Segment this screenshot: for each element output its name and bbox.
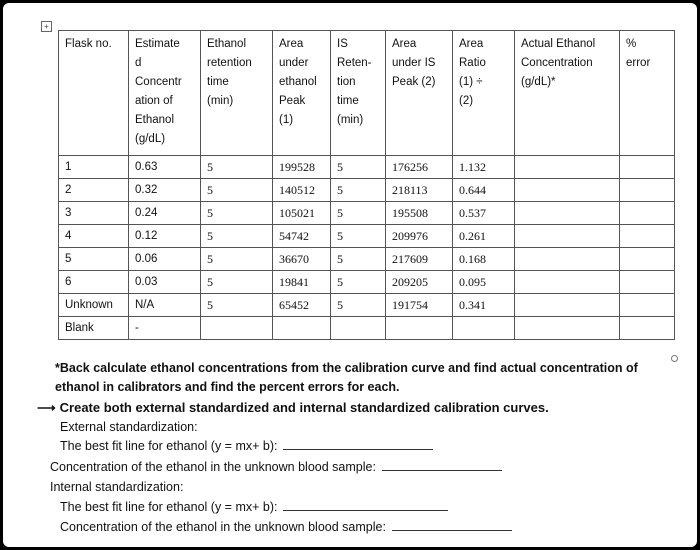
table-cell[interactable]: 5 [201, 294, 273, 317]
table-cell[interactable]: 0.12 [129, 225, 201, 248]
internal-heading: Internal standardization: [50, 480, 184, 494]
table-cell[interactable]: 199528 [273, 156, 331, 179]
table-cell[interactable] [453, 317, 515, 340]
table-row [59, 271, 675, 294]
column-header [453, 31, 515, 156]
table-cell[interactable] [515, 271, 620, 294]
external-conc-blank[interactable] [382, 469, 502, 471]
table-cell[interactable] [515, 156, 620, 179]
table-cell[interactable]: 0.168 [453, 248, 515, 271]
internal-fit-label: The best fit line for ethanol (y = mx+ b): [60, 500, 278, 514]
table-row [59, 248, 675, 271]
table-cell[interactable]: 0.341 [453, 294, 515, 317]
table-cell[interactable]: 217609 [386, 248, 453, 271]
table-cell[interactable]: 0.537 [453, 202, 515, 225]
note-back-calc-line2: ethanol in calibrators and find the percent errors for each. [55, 380, 400, 394]
table-row [59, 202, 675, 225]
internal-fit-line [60, 500, 448, 514]
table-cell[interactable] [201, 317, 273, 340]
column-header-line: retention [207, 57, 252, 69]
internal-fit-blank[interactable] [283, 509, 448, 511]
external-heading: External standardization: [60, 420, 198, 434]
table-cell[interactable] [620, 225, 675, 248]
table-cell[interactable]: 0.095 [453, 271, 515, 294]
table-cell[interactable]: 209976 [386, 225, 453, 248]
table-cell[interactable]: 0.32 [129, 179, 201, 202]
table-row [59, 294, 675, 317]
table-cell[interactable]: 19841 [273, 271, 331, 294]
internal-conc-blank[interactable] [392, 529, 512, 531]
table-cell[interactable]: 5 [331, 271, 386, 294]
arrow-right-icon: ⟶ [37, 400, 56, 415]
table-cell[interactable]: 0.644 [453, 179, 515, 202]
table-cell[interactable]: 54742 [273, 225, 331, 248]
table-body [59, 156, 675, 340]
table-cell[interactable]: 5 [331, 294, 386, 317]
table-cell[interactable]: 5 [331, 202, 386, 225]
table-cell[interactable]: 0.24 [129, 202, 201, 225]
column-header-line: (min) [337, 114, 364, 126]
column-header-line: Concentration [521, 57, 593, 69]
external-fit-label: The best fit line for ethanol (y = mx+ b): [60, 439, 278, 453]
internal-conc-label: Concentration of the ethanol in the unknown blood sample: [60, 520, 386, 534]
note-back-calc-line1: *Back calculate ethanol concentrations from the calibration curve and find actual concentration of [55, 361, 638, 375]
column-header-line: (min) [207, 95, 234, 107]
column-header-line: Peak [279, 95, 306, 107]
table-cell[interactable]: 1 [59, 156, 129, 179]
table-cell[interactable]: 5 [331, 225, 386, 248]
external-fit-line [60, 439, 433, 453]
table-cell[interactable]: 5 [201, 248, 273, 271]
table-cell[interactable]: 0.63 [129, 156, 201, 179]
table-cell[interactable]: 218113 [386, 179, 453, 202]
column-header-line: Reten- [337, 57, 372, 69]
column-header [201, 31, 273, 156]
table-cell[interactable]: 6 [59, 271, 129, 294]
table-cell[interactable]: 4 [59, 225, 129, 248]
column-header-line: (1) [279, 114, 294, 126]
column-header-line: Area [392, 38, 417, 50]
table-cell[interactable]: 36670 [273, 248, 331, 271]
table-cell[interactable]: 176256 [386, 156, 453, 179]
table-cell[interactable]: 105021 [273, 202, 331, 225]
column-header-line: IS [337, 38, 348, 50]
internal-conc-line [60, 520, 512, 534]
column-header [331, 31, 386, 156]
column-header-line: Area [459, 38, 484, 50]
note-create-curves [37, 400, 549, 416]
table-cell[interactable]: Blank [59, 317, 129, 340]
table-row [59, 317, 675, 340]
table-cell[interactable]: 209205 [386, 271, 453, 294]
external-conc-label: Concentration of the ethanol in the unknown blood sample: [50, 460, 376, 474]
table-cell[interactable]: 5 [201, 179, 273, 202]
table-cell[interactable]: 195508 [386, 202, 453, 225]
column-header-line: % [626, 38, 637, 50]
table-row [59, 225, 675, 248]
table-cell[interactable]: 5 [201, 202, 273, 225]
column-header-line: ethanol [279, 76, 317, 88]
column-header [59, 31, 129, 156]
column-header-line: Estimate [135, 38, 180, 50]
table-cell[interactable] [620, 248, 675, 271]
table-cell[interactable] [515, 248, 620, 271]
table-cell[interactable]: 191754 [386, 294, 453, 317]
table-cell[interactable] [515, 202, 620, 225]
table-cell[interactable]: 5 [201, 156, 273, 179]
table-move-handle-icon[interactable]: + [41, 21, 52, 32]
column-header-line: Flask no. [65, 38, 112, 50]
table-cell[interactable]: 2 [59, 179, 129, 202]
column-header-line: Area [279, 38, 304, 50]
table-cell[interactable] [620, 271, 675, 294]
column-header-line: tion [337, 76, 356, 88]
table-header-row [59, 31, 675, 156]
resize-handle-icon[interactable] [671, 355, 678, 362]
column-header-line: time [337, 95, 359, 107]
table-cell[interactable]: 5 [201, 271, 273, 294]
column-header-line: (g/dL)* [521, 76, 556, 88]
table-cell[interactable]: N/A [129, 294, 201, 317]
column-header-line: (2) [459, 95, 474, 107]
table-cell[interactable]: 5 [201, 225, 273, 248]
table-cell[interactable]: - [129, 317, 201, 340]
table-cell[interactable] [515, 225, 620, 248]
table-cell[interactable] [620, 317, 675, 340]
column-header-line: (1) ÷ [459, 76, 483, 88]
column-header [129, 31, 201, 156]
table-row [59, 179, 675, 202]
table-cell[interactable]: 1.132 [453, 156, 515, 179]
table-cell[interactable]: 5 [59, 248, 129, 271]
external-conc-line [50, 460, 502, 474]
table-cell[interactable] [515, 317, 620, 340]
external-fit-blank[interactable] [283, 448, 433, 450]
table-cell[interactable]: 140512 [273, 179, 331, 202]
column-header-line: Actual Ethanol [521, 38, 596, 50]
table-cell[interactable]: 0.03 [129, 271, 201, 294]
column-header-line: (g/dL) [135, 133, 166, 145]
table-cell[interactable] [386, 317, 453, 340]
table-cell[interactable]: 3 [59, 202, 129, 225]
column-header-line: under IS [392, 57, 436, 69]
column-header-line: time [207, 76, 229, 88]
column-header-line: ation of [135, 95, 173, 107]
table-cell[interactable]: 5 [331, 248, 386, 271]
column-header-line: under [279, 57, 309, 69]
column-header-line: d [135, 57, 142, 69]
table-cell[interactable]: 65452 [273, 294, 331, 317]
table-cell[interactable] [620, 294, 675, 317]
table-cell[interactable] [620, 202, 675, 225]
column-header [620, 31, 675, 156]
column-header [386, 31, 453, 156]
table-cell[interactable] [273, 317, 331, 340]
create-text: Create both external standardized and internal standardized calibration curves. [59, 400, 549, 415]
column-header-line: Peak (2) [392, 76, 436, 88]
column-header [273, 31, 331, 156]
table-cell[interactable] [515, 179, 620, 202]
calibration-table [58, 30, 675, 340]
column-header-line: Ratio [459, 57, 486, 69]
column-header [515, 31, 620, 156]
table-cell[interactable]: 5 [331, 179, 386, 202]
table-row [59, 156, 675, 179]
table-cell[interactable]: 5 [331, 156, 386, 179]
column-header-line: Ethanol [207, 38, 247, 50]
table-cell[interactable]: Unknown [59, 294, 129, 317]
table-cell[interactable] [620, 156, 675, 179]
table-cell[interactable] [620, 179, 675, 202]
column-header-line: Concentr [135, 76, 182, 88]
column-header-line: error [626, 57, 651, 69]
table-cell[interactable] [331, 317, 386, 340]
table-cell[interactable] [515, 294, 620, 317]
column-header-line: Ethanol [135, 114, 175, 126]
table-cell[interactable]: 0.261 [453, 225, 515, 248]
table-cell[interactable]: 0.06 [129, 248, 201, 271]
worksheet-page [3, 3, 697, 547]
